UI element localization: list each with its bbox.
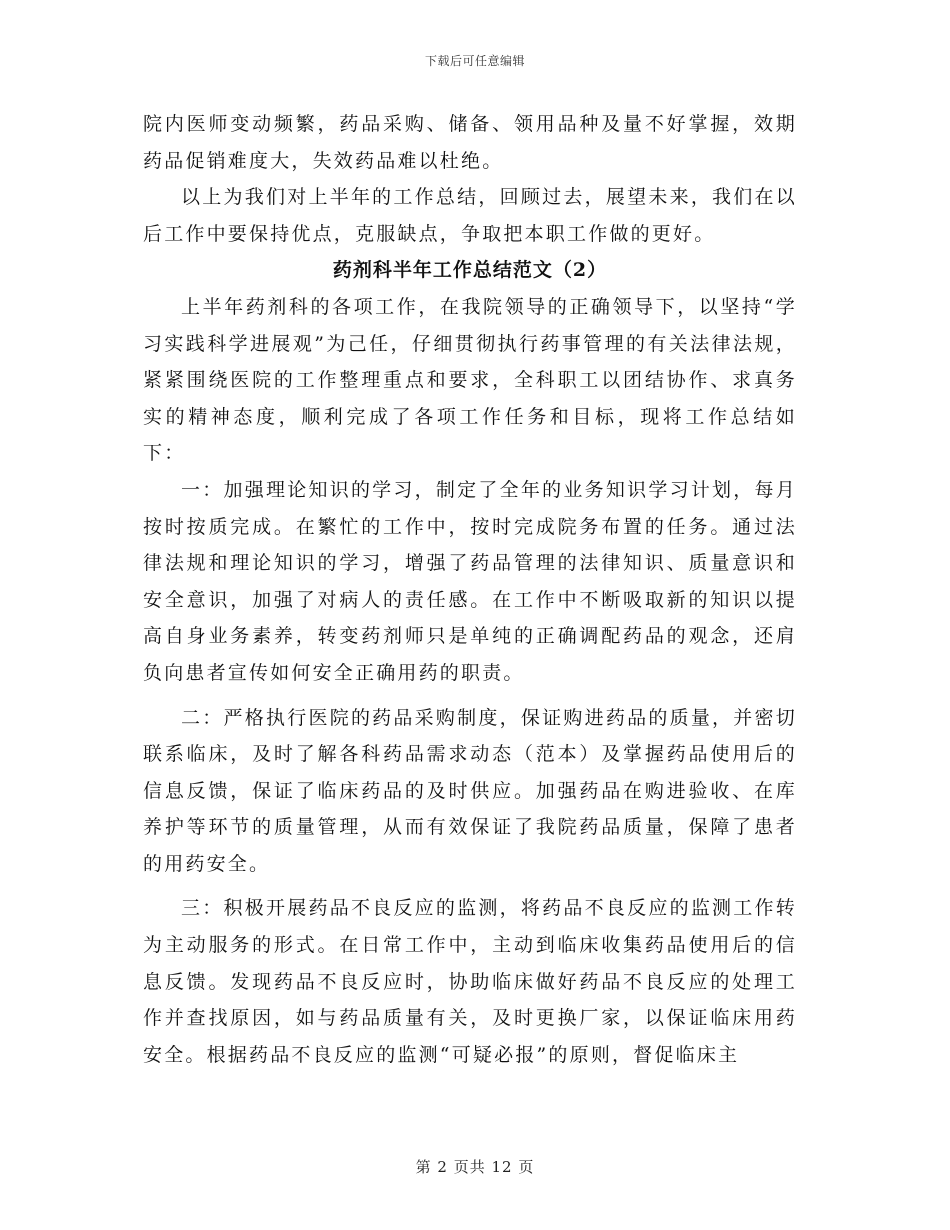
paragraph-gap	[143, 692, 797, 700]
paragraph-intro: 上半年药剂科的各项工作，在我院领导的正确领导下，以坚持“学习实践科学进展观”为己任，仔细贯彻执行药事管理的有关法律法规，紧紧围绕医院的工作整理重点和要求，全科职工以团结协作、求真务实的精神态度，顺利完成了各项工作任务和目标，现将工作总结如下：	[143, 295, 797, 465]
section-title: 药剂科半年工作总结范文（2）	[332, 259, 608, 282]
page-footer: 第 2 页共 12 页	[415, 1158, 535, 1176]
paragraph-point-one: 一：加强理论知识的学习，制定了全年的业务知识学习计划，每月按时按质完成。在繁忙的工作中，按时完成院务布置的任务。通过法律法规和理论知识的学习，增强了药品管理的法律知识、质量意识和安全意识，加强了对病人的责任感。在工作中不断吸取新的知识以提高自身业务素养，转变药剂师只是单纯的正确调配药品的观念，还肩负向患者宣传如何安全正确用药的职责。	[143, 478, 797, 684]
paragraph-summary: 以上为我们对上半年的工作总结，回顾过去，展望未来，我们在以后工作中要保持优点，克服缺点，争取把本职工作做的更好。	[143, 186, 797, 245]
page-header: 下载后可任意编辑	[424, 54, 525, 68]
paragraph-gap	[143, 882, 797, 890]
document-body	[143, 106, 797, 1073]
paragraph-continued: 院内医师变动频繁，药品采购、储备、领用品种及量不好掌握，效期药品促销难度大，失效药品难以杜绝。	[143, 113, 797, 172]
paragraph-point-three: 三：积极开展药品不良反应的监测，将药品不良反应的监测工作转为主动服务的形式。在日常工作中，主动到临床收集药品使用后的信息反馈。发现药品不良反应时，协助临床做好药品不良反应的处理工作并查找原因，如与药品质量有关，及时更换厂家，以保证临床用药安全。根据药品不良反应的监测“可疑必报”的原则，督促临床主	[143, 897, 797, 1066]
paragraph-point-two: 二：严格执行医院的药品采购制度，保证购进药品的质量，并密切联系临床，及时了解各科药品需求动态（范本）及掌握药品使用后的信息反馈，保证了临床药品的及时供应。加强药品在购进验收、在库养护等环节的质量管理，从而有效保证了我院药品质量，保障了患者的用药安全。	[143, 706, 797, 875]
